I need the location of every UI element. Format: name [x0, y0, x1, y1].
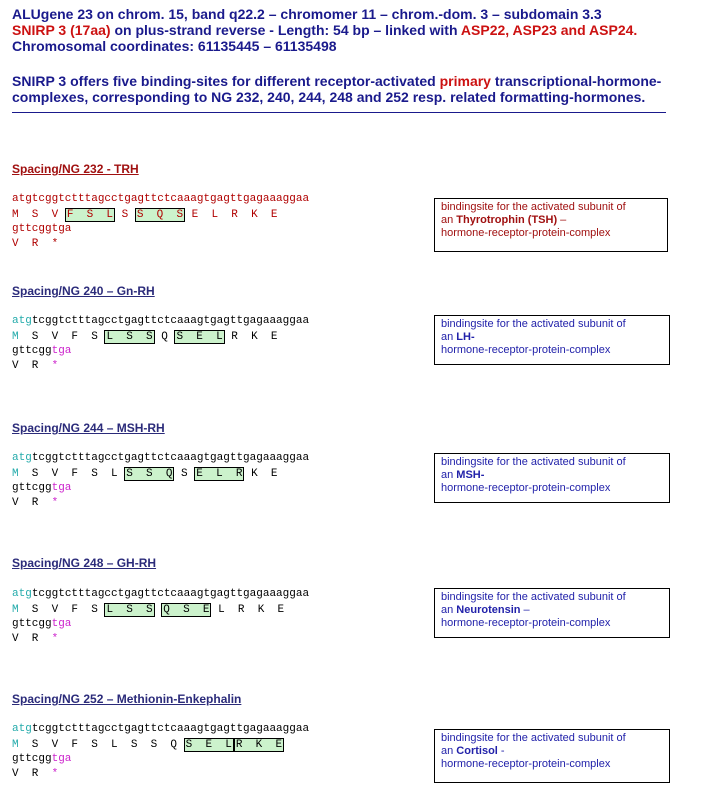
dna-line-2	[12, 482, 71, 495]
aa-suffix: L R K E	[211, 604, 285, 616]
aa-line-2	[12, 360, 58, 373]
stop-mark: *	[51, 633, 59, 645]
info-prefix: an	[441, 331, 457, 343]
header-divider	[12, 112, 666, 113]
hormone-name: Thyrotrophin (TSH)	[456, 214, 558, 226]
aa-start: M	[12, 604, 19, 616]
aa-start: M	[12, 739, 19, 751]
dna-line-1: atgtcggtctttagcctgagttctcaaagtgagttgagaaaggaa	[12, 193, 310, 205]
start-codon: atg	[12, 315, 32, 327]
hormone-name: Cortisol	[456, 745, 498, 757]
hormone-name: MSH-	[456, 469, 485, 481]
section-title-ng240[interactable]: Spacing/NG 240 – Gn-RH	[12, 284, 155, 298]
stop-mark: *	[51, 497, 59, 509]
info-line-3: hormone-receptor-protein-complex	[441, 482, 611, 494]
intro-primary: primary	[439, 73, 491, 89]
aa-tail: V R	[12, 497, 52, 509]
binding-box: R K E	[235, 739, 283, 751]
aa-line-1	[12, 330, 278, 344]
dna-tail: gttcgg	[12, 753, 52, 765]
binding-box: S E L	[176, 331, 223, 343]
section-title-ng232[interactable]: Spacing/NG 232 - TRH	[12, 162, 139, 176]
aa-middle: Q	[154, 331, 175, 343]
info-line-3: hormone-receptor-protein-complex	[441, 227, 611, 239]
info-line-1: bindingsite for the activated subunit of	[441, 456, 626, 468]
aa-line-2	[12, 768, 58, 781]
stop-codon: tga	[51, 753, 72, 765]
aa-tail: V R	[12, 633, 52, 645]
intro-part-b: transcriptional-hormone-	[490, 73, 662, 89]
info-line-3: hormone-receptor-protein-complex	[441, 758, 611, 770]
dna-rest: tcggtctttagcctgagttctcaaagtgagttgagaaaggaa	[31, 452, 310, 464]
asp-links: ASP22, ASP23 and ASP24.	[460, 22, 638, 38]
info-suffix: -	[497, 745, 505, 757]
info-line-3: hormone-receptor-protein-complex	[441, 344, 611, 356]
dna-line-1	[12, 588, 309, 601]
info-suffix: –	[557, 214, 567, 226]
header-line-2-mid: on plus-strand reverse - Length: 54 bp – linked with	[110, 22, 461, 38]
dna-rest: tcggtctttagcctgagttctcaaagtgagttgagaaaggaa	[31, 315, 310, 327]
aa-suffix: E L R K E	[185, 209, 278, 221]
start-codon: atg	[12, 452, 32, 464]
dna-tail: gttcgg	[12, 345, 52, 357]
aa-middle: S	[115, 209, 135, 221]
aa-line-2	[12, 497, 58, 510]
aa-prefix: S V F S L S S Q	[18, 739, 184, 751]
dna-rest: tcggtctttagcctgagttctcaaagtgagttgagaaaggaa	[31, 723, 310, 735]
aa-tail: V R	[12, 360, 52, 372]
info-line-2	[441, 214, 661, 227]
aa-line-1	[12, 208, 277, 222]
info-prefix: an	[441, 469, 457, 481]
intro-line-2: complexes, corresponding to NG 232, 240, 244, 248 and 252 resp. related formatting-hormones.	[12, 89, 646, 105]
aa-line-1	[12, 603, 284, 617]
info-prefix: an	[441, 214, 457, 226]
dna-rest: tcggtctttagcctgagttctcaaagtgagttgagaaaggaa	[31, 588, 310, 600]
info-suffix: –	[520, 604, 530, 616]
binding-box: F S L	[66, 209, 114, 221]
dna-tail: gttcgg	[12, 482, 52, 494]
info-prefix: an	[441, 745, 457, 757]
binding-box: Q S E	[163, 604, 210, 616]
aa-start: M	[12, 468, 19, 480]
start-codon: atg	[12, 723, 32, 735]
aa-prefix: S V F S L	[18, 468, 125, 480]
hormone-name: LH-	[456, 331, 475, 343]
info-line-1: bindingsite for the activated subunit of	[441, 318, 626, 330]
aa-prefix: M S V	[12, 209, 65, 221]
dna-line-1	[12, 723, 309, 736]
dna-line-2	[12, 753, 71, 766]
info-line-3: hormone-receptor-protein-complex	[441, 617, 611, 629]
info-line-2	[441, 331, 663, 344]
stop-mark: *	[51, 360, 59, 372]
info-line-1: bindingsite for the activated subunit of	[441, 732, 626, 744]
binding-info-box	[434, 453, 670, 503]
aa-line-1	[12, 738, 284, 752]
aa-tail: V R	[12, 768, 52, 780]
dna-line-2	[12, 345, 71, 358]
binding-box: L S S	[106, 604, 153, 616]
aa-suffix: R K E	[224, 331, 278, 343]
header-line-3: Chromosomal coordinates: 61135445 – 61135498	[12, 38, 337, 54]
binding-box: E L R	[196, 468, 243, 480]
binding-info-box	[434, 729, 670, 783]
hormone-name: Neurotensin	[456, 604, 521, 616]
section-title-ng244[interactable]: Spacing/NG 244 – MSH-RH	[12, 421, 165, 435]
binding-box: S S Q	[126, 468, 173, 480]
info-prefix: an	[441, 604, 457, 616]
section-title-ng252[interactable]: Spacing/NG 252 – Methionin-Enkephalin	[12, 692, 242, 706]
binding-box: L S S	[106, 331, 153, 343]
info-line-2	[441, 469, 663, 482]
aa-prefix: S V F S	[18, 331, 105, 343]
binding-info-box	[434, 198, 668, 252]
snirp-label: SNIRP 3 (17aa)	[12, 22, 111, 38]
dna-line-2	[12, 618, 71, 631]
aa-prefix: S V F S	[18, 604, 105, 616]
info-line-1: bindingsite for the activated subunit of	[441, 591, 626, 603]
aa-line-1	[12, 467, 278, 481]
aa-line-2: V R *	[12, 238, 59, 250]
intro-part-a: SNIRP 3 offers five binding-sites for different receptor-activated	[12, 73, 440, 89]
dna-line-1	[12, 315, 309, 328]
dna-tail: gttcgg	[12, 618, 52, 630]
binding-info-box	[434, 315, 670, 365]
header-line-2	[12, 22, 637, 38]
aa-middle: S	[174, 468, 195, 480]
stop-mark: *	[51, 768, 59, 780]
start-codon: atg	[12, 588, 32, 600]
aa-start: M	[12, 331, 19, 343]
info-line-2	[441, 604, 663, 617]
aa-middle	[155, 604, 162, 616]
dna-line-1	[12, 452, 309, 465]
header-line-1: ALUgene 23 on chrom. 15, band q22.2 – chromomer 11 – chrom.-dom. 3 – subdomain 3.3	[12, 6, 602, 22]
aa-suffix: K E	[244, 468, 278, 480]
stop-codon: tga	[51, 482, 72, 494]
stop-codon: tga	[51, 345, 72, 357]
dna-line-2: gttcggtga	[12, 223, 72, 235]
binding-info-box	[434, 588, 670, 638]
binding-box: S Q S	[136, 209, 184, 221]
stop-codon: tga	[51, 618, 72, 630]
section-title-ng248[interactable]: Spacing/NG 248 – GH-RH	[12, 556, 157, 570]
aa-line-2	[12, 633, 58, 646]
info-line-1: bindingsite for the activated subunit of	[441, 201, 626, 213]
binding-box: S E L	[185, 739, 232, 751]
intro-line-1	[12, 73, 661, 89]
info-line-2	[441, 745, 663, 758]
